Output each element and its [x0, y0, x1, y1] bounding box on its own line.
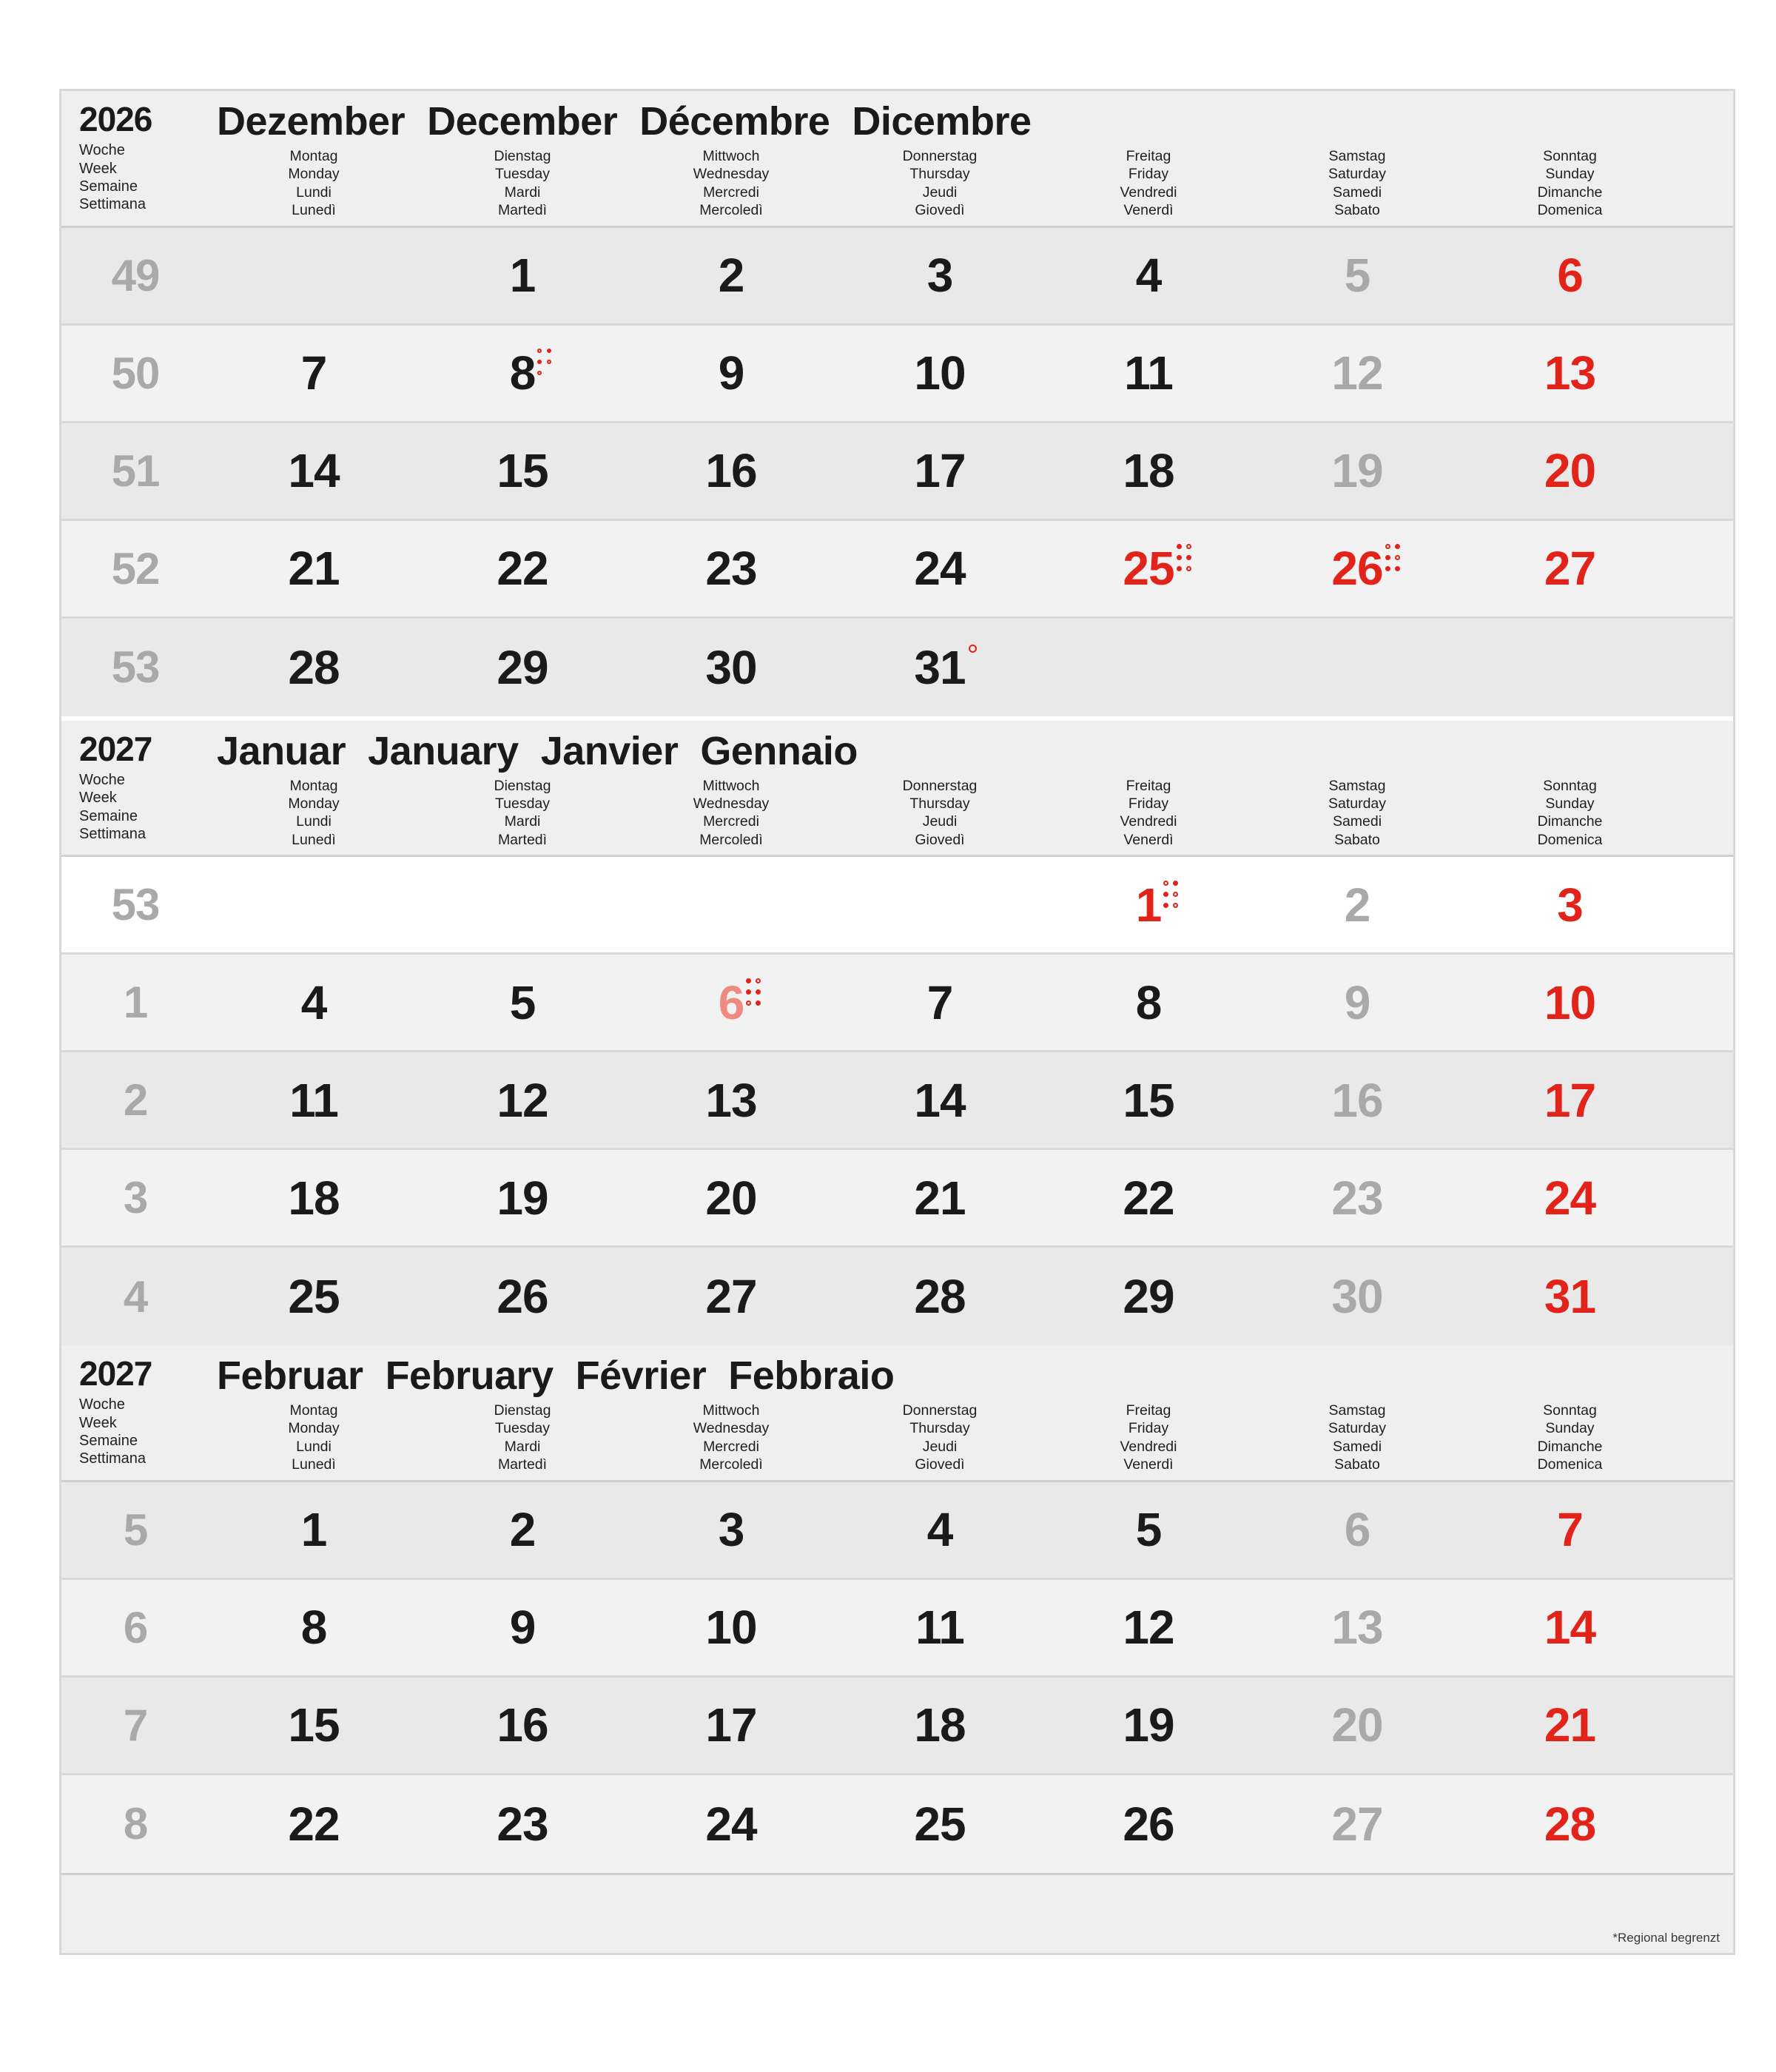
day-cell[interactable]: 10 — [1544, 975, 1596, 1029]
day-cell[interactable]: 5 — [1344, 249, 1370, 302]
day-cell[interactable]: 1 — [300, 1503, 327, 1556]
day-cell[interactable]: 16 — [705, 444, 757, 497]
day-cell[interactable]: 12 — [1331, 346, 1383, 400]
weekday-header-thursday: Donnerstag Thursday Jeudi Giovedì — [902, 1402, 978, 1473]
day-cell[interactable]: 21 — [288, 542, 340, 595]
week-number: 4 — [123, 1271, 148, 1322]
day-cell[interactable]: 9 — [509, 1601, 536, 1654]
day-cell[interactable]: 3 — [718, 1503, 744, 1556]
day-cell[interactable]: 15 — [497, 444, 548, 497]
day-cell[interactable]: 11 — [1124, 346, 1173, 400]
holiday-dots-icon — [746, 978, 765, 1017]
day-cell[interactable] — [627, 878, 835, 932]
month-name-de: Dezember — [217, 99, 406, 144]
day-cell[interactable]: 1 — [1044, 878, 1253, 932]
weekday-header-thursday: Donnerstag Thursday Jeudi Giovedì — [902, 148, 978, 219]
day-cell[interactable]: 23 — [497, 1797, 548, 1851]
day-cell[interactable]: 22 — [497, 542, 548, 595]
three-month-calendar — [59, 89, 1735, 1955]
day-cell[interactable] — [209, 878, 418, 932]
day-cell[interactable]: 18 — [1123, 444, 1174, 497]
day-cell[interactable]: 13 — [1544, 346, 1596, 400]
day-cell[interactable]: 10 — [705, 1601, 757, 1654]
holiday-dots-icon — [1177, 544, 1196, 582]
day-cell[interactable] — [1253, 640, 1462, 695]
day-cell[interactable]: 17 — [914, 444, 966, 497]
weekday-header-sunday: Sonntag Sunday Dimanche Domenica — [1537, 777, 1603, 848]
weekday-header-wednesday: Mittwoch Wednesday Mercredi Mercoledì — [693, 1402, 770, 1473]
week-row — [61, 1580, 1733, 1678]
day-cell[interactable]: 7 — [1557, 1503, 1583, 1556]
week-row — [61, 1775, 1733, 1873]
day-cell[interactable]: 10 — [914, 346, 966, 400]
day-cell[interactable]: 21 — [914, 1171, 966, 1225]
month-header — [61, 721, 1733, 858]
month-name-en: January — [368, 728, 519, 773]
day-cell[interactable]: 16 — [497, 1698, 548, 1752]
day-cell[interactable]: 29 — [497, 640, 548, 694]
day-cell[interactable]: 14 — [288, 444, 340, 497]
day-cell[interactable]: 8 — [418, 346, 627, 400]
year-label: 2026 — [79, 100, 152, 138]
month-name-it: Dicembre — [852, 99, 1032, 144]
weekday-header-saturday: Samstag Saturday Samedi Sabato — [1328, 777, 1387, 848]
month-name-fr: Décembre — [639, 99, 830, 144]
year-and-week-label — [61, 101, 209, 214]
footer-band — [61, 1873, 1733, 1953]
day-cell[interactable]: 9 — [1344, 975, 1370, 1029]
week-label: Woche Week Semaine Settimana — [79, 142, 147, 213]
month-block-january-2027 — [61, 721, 1733, 1346]
day-cell[interactable]: 8 — [300, 1601, 327, 1654]
day-cell[interactable] — [418, 878, 627, 932]
month-title-and-weekdays — [209, 101, 1733, 220]
day-cell[interactable]: 4 — [1135, 249, 1162, 302]
week-number: 8 — [123, 1799, 148, 1849]
day-cell[interactable]: 26 — [497, 1270, 548, 1323]
day-cell[interactable]: 27 — [1544, 542, 1596, 595]
weekday-header-saturday: Samstag Saturday Samedi Sabato — [1328, 1402, 1387, 1473]
week-row — [61, 1248, 1733, 1345]
weekday-header-tuesday: Dienstag Tuesday Mardi Martedì — [494, 1402, 551, 1473]
day-cell[interactable]: 8 — [1135, 975, 1162, 1029]
year-and-week-label — [61, 731, 209, 844]
weekday-header-wednesday: Mittwoch Wednesday Mercredi Mercoledì — [693, 777, 770, 848]
day-cell[interactable]: 28 — [1544, 1797, 1596, 1851]
day-cell[interactable]: 27 — [705, 1270, 757, 1323]
day-cell[interactable]: 13 — [705, 1073, 757, 1127]
day-cell[interactable]: 25 — [1044, 541, 1253, 596]
day-cell[interactable]: 25 — [288, 1270, 340, 1323]
month-name-de: Januar — [217, 728, 346, 773]
week-row — [61, 619, 1733, 716]
day-cell[interactable]: 3 — [1557, 878, 1583, 932]
weekday-header-thursday: Donnerstag Thursday Jeudi Giovedì — [902, 777, 978, 848]
day-cell[interactable] — [209, 248, 418, 303]
day-cell[interactable]: 18 — [288, 1171, 340, 1225]
year-label: 2027 — [79, 1354, 152, 1393]
weekday-header-sunday: Sonntag Sunday Dimanche Domenica — [1537, 148, 1603, 219]
month-name-it: Gennaio — [700, 728, 858, 773]
day-cell[interactable] — [1462, 640, 1678, 695]
day-cell[interactable]: 24 — [1544, 1171, 1596, 1225]
weekday-header-tuesday: Dienstag Tuesday Mardi Martedì — [494, 148, 551, 219]
weekday-header-row — [209, 777, 1733, 850]
day-cell[interactable]: 12 — [497, 1073, 548, 1127]
month-name-row — [209, 1353, 1733, 1398]
day-cell[interactable]: 18 — [914, 1698, 966, 1752]
holiday-dots-icon — [1385, 544, 1405, 582]
week-number: 52 — [111, 543, 160, 593]
week-label: Woche Week Semaine Settimana — [79, 771, 147, 842]
day-cell[interactable]: 17 — [705, 1698, 757, 1752]
week-number: 51 — [111, 445, 160, 496]
week-row — [61, 1150, 1733, 1248]
day-cell[interactable]: 15 — [288, 1698, 340, 1752]
month-name-en: December — [427, 99, 618, 144]
year-label: 2027 — [79, 729, 152, 768]
day-cell[interactable]: 20 — [1544, 444, 1596, 497]
day-cell[interactable]: 19 — [497, 1171, 548, 1225]
weekday-header-tuesday: Dienstag Tuesday Mardi Martedì — [494, 777, 551, 848]
day-cell[interactable]: 14 — [914, 1073, 966, 1127]
day-cell[interactable]: 4 — [926, 1503, 953, 1556]
weekday-header-monday: Montag Monday Lundi Lunedì — [288, 1402, 340, 1473]
day-cell[interactable]: 12 — [1123, 1601, 1174, 1654]
month-name-row — [209, 99, 1733, 144]
week-number: 53 — [111, 880, 160, 929]
day-cell[interactable]: 20 — [705, 1171, 757, 1225]
day-cell[interactable]: 2 — [509, 1503, 536, 1556]
week-row — [61, 1052, 1733, 1150]
day-cell[interactable]: 9 — [718, 346, 744, 400]
week-row — [61, 1678, 1733, 1775]
day-cell[interactable]: 19 — [1331, 444, 1383, 497]
week-rows — [61, 1482, 1733, 1873]
weekday-header-friday: Freitag Friday Vendredi Venerdì — [1120, 777, 1177, 848]
month-title-and-weekdays — [209, 728, 1733, 850]
week-number: 53 — [111, 642, 160, 692]
weekday-header-sunday: Sonntag Sunday Dimanche Domenica — [1537, 1402, 1603, 1473]
day-cell[interactable]: 6 — [1557, 249, 1583, 302]
week-number: 2 — [123, 1075, 148, 1125]
week-label: Woche Week Semaine Settimana — [79, 1396, 147, 1467]
day-cell[interactable]: 26 — [1123, 1797, 1174, 1851]
weekday-header-row — [209, 147, 1733, 220]
week-number: 3 — [123, 1173, 148, 1222]
month-header — [61, 1345, 1733, 1482]
day-cell[interactable]: 30 — [705, 640, 757, 694]
week-number: 50 — [111, 348, 160, 398]
month-name-fr: Janvier — [540, 728, 679, 773]
week-row — [61, 1482, 1733, 1580]
day-cell[interactable]: 30 — [1331, 1270, 1383, 1323]
weekday-header-row — [209, 1402, 1733, 1474]
footnote-text: *Regional begrenzt — [1612, 1930, 1720, 1945]
week-number: 6 — [123, 1602, 148, 1652]
month-block-february-2027 — [61, 1345, 1733, 1873]
month-name-en: February — [385, 1353, 554, 1398]
day-cell[interactable]: 23 — [1331, 1171, 1383, 1225]
holiday-dots-icon — [1163, 881, 1183, 919]
day-cell[interactable]: 26 — [1253, 541, 1462, 596]
week-row — [61, 228, 1733, 326]
week-number: 49 — [111, 250, 160, 300]
day-cell[interactable]: 15 — [1123, 1073, 1174, 1127]
day-cell[interactable]: 28 — [288, 640, 340, 694]
day-cell[interactable]: 14 — [1544, 1601, 1596, 1654]
day-cell[interactable]: 20 — [1331, 1698, 1383, 1752]
week-number: 5 — [123, 1504, 148, 1555]
weekday-header-friday: Freitag Friday Vendredi Venerdì — [1120, 148, 1177, 219]
month-title-and-weekdays — [209, 1353, 1733, 1474]
day-cell[interactable]: 16 — [1331, 1073, 1383, 1127]
day-cell[interactable]: 7 — [926, 975, 953, 1029]
day-cell[interactable]: 24 — [914, 542, 966, 595]
week-row — [61, 521, 1733, 619]
day-cell[interactable]: 28 — [914, 1270, 966, 1323]
day-cell[interactable]: 11 — [915, 1601, 964, 1654]
day-cell[interactable]: 13 — [1331, 1601, 1383, 1654]
day-cell[interactable]: 25 — [914, 1797, 966, 1851]
weekday-header-monday: Montag Monday Lundi Lunedì — [288, 148, 340, 219]
day-cell[interactable]: 29 — [1123, 1270, 1174, 1323]
day-cell[interactable]: 4 — [300, 975, 327, 1029]
day-cell[interactable]: 7 — [300, 346, 327, 400]
month-name-de: Februar — [217, 1353, 363, 1398]
week-row — [61, 423, 1733, 521]
day-cell[interactable]: 22 — [288, 1797, 340, 1851]
day-cell[interactable]: 31 — [1544, 1270, 1596, 1323]
week-rows — [61, 228, 1733, 716]
week-row — [61, 326, 1733, 423]
day-cell[interactable]: 11 — [289, 1073, 338, 1127]
day-cell[interactable]: 24 — [705, 1797, 757, 1851]
day-cell[interactable]: 17 — [1544, 1073, 1596, 1127]
month-name-it: Febbraio — [728, 1353, 895, 1398]
day-cell[interactable]: 19 — [1123, 1698, 1174, 1752]
holiday-dots-icon — [537, 349, 556, 387]
day-cell[interactable]: 23 — [705, 542, 757, 595]
week-row — [61, 857, 1733, 955]
month-name-fr: Février — [575, 1353, 707, 1398]
month-header — [61, 91, 1733, 228]
month-block-december-2026 — [61, 91, 1733, 716]
month-name-row — [209, 728, 1733, 773]
year-and-week-label — [61, 1356, 209, 1468]
partial-holiday-dot-icon — [969, 645, 977, 653]
day-cell[interactable]: 2 — [1344, 878, 1370, 932]
weekday-header-friday: Freitag Friday Vendredi Venerdì — [1120, 1402, 1177, 1473]
day-cell[interactable]: 6 — [1344, 1503, 1370, 1556]
day-cell[interactable] — [1044, 640, 1253, 695]
week-rows — [61, 857, 1733, 1345]
day-cell[interactable]: 31 — [835, 640, 1044, 695]
day-cell[interactable]: 5 — [1135, 1503, 1162, 1556]
week-row — [61, 955, 1733, 1052]
weekday-header-saturday: Samstag Saturday Samedi Sabato — [1328, 148, 1387, 219]
weekday-header-wednesday: Mittwoch Wednesday Mercredi Mercoledì — [693, 148, 770, 219]
day-cell[interactable]: 21 — [1544, 1698, 1596, 1752]
day-cell[interactable]: 2 — [718, 249, 744, 302]
weekday-header-monday: Montag Monday Lundi Lunedì — [288, 777, 340, 848]
day-cell[interactable]: 27 — [1331, 1797, 1383, 1851]
day-cell[interactable]: 3 — [926, 249, 953, 302]
week-number: 1 — [123, 978, 148, 1027]
day-cell[interactable] — [835, 878, 1044, 932]
day-cell[interactable]: 22 — [1123, 1171, 1174, 1225]
day-cell[interactable]: 5 — [509, 975, 536, 1029]
week-number: 7 — [123, 1700, 148, 1750]
day-cell[interactable]: 6 — [627, 975, 835, 1030]
day-cell[interactable]: 1 — [509, 249, 536, 302]
